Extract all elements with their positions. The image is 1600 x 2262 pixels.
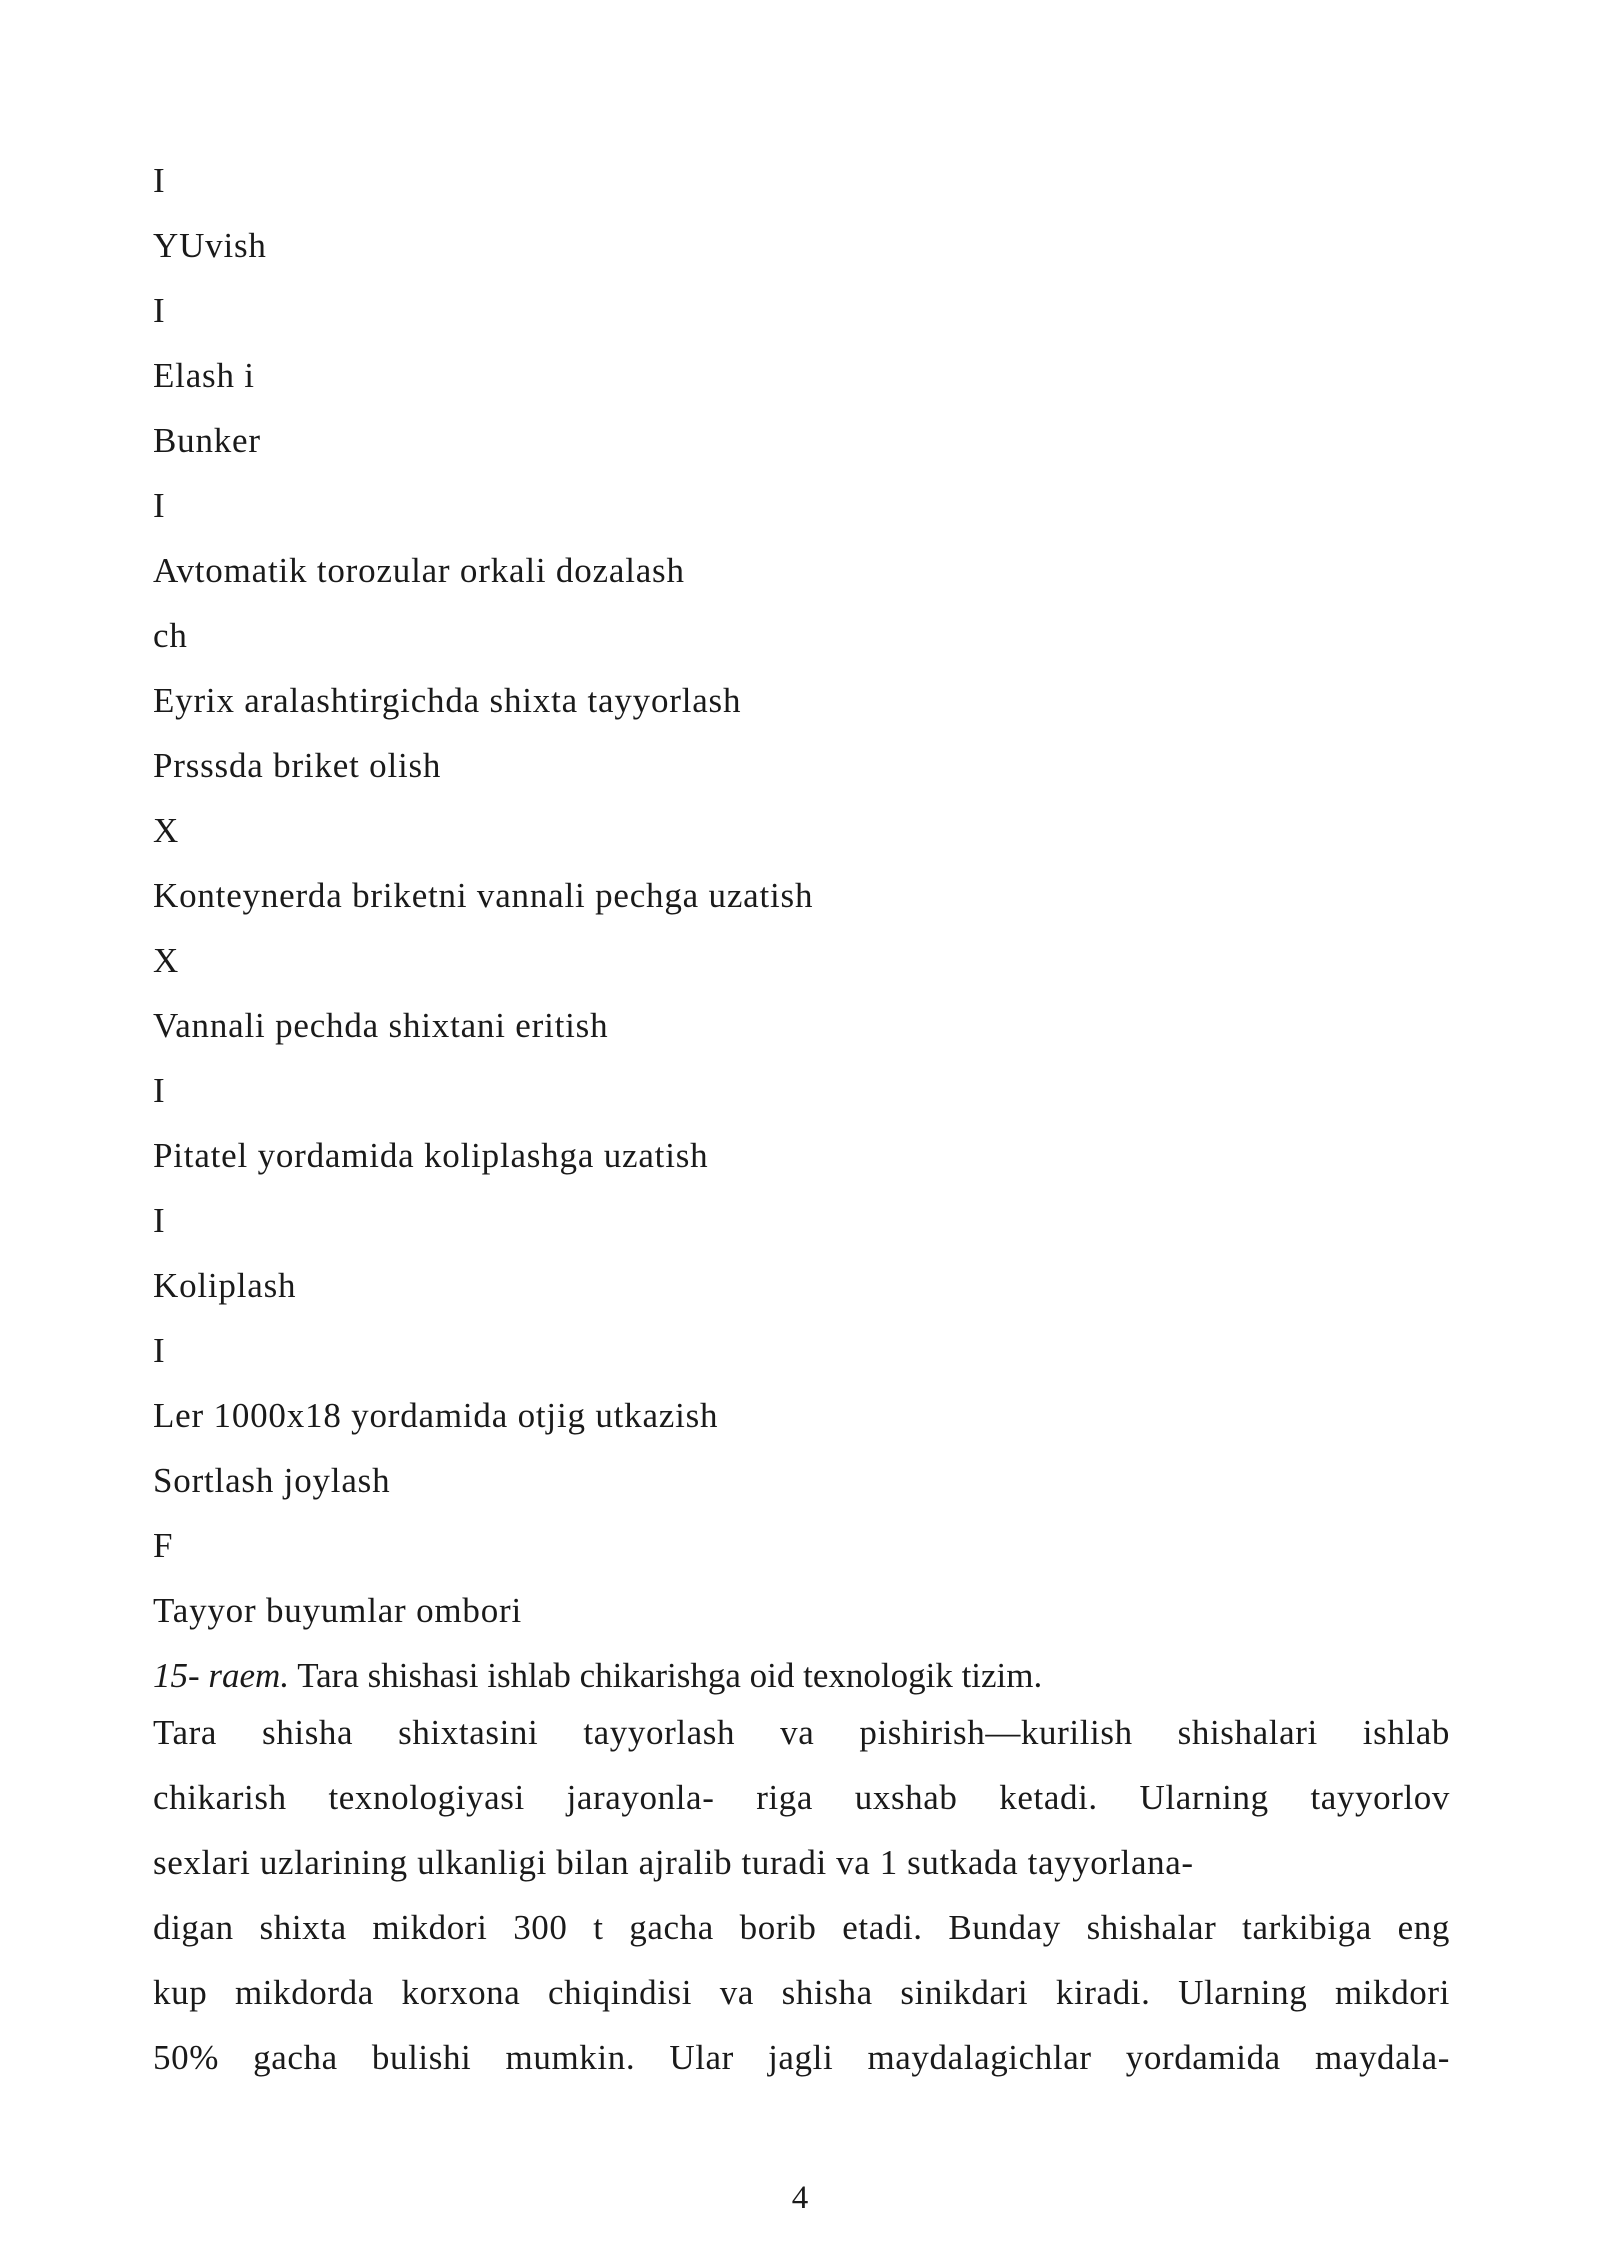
flow-line: Tayyor buyumlar ombori <box>153 1591 522 1630</box>
flow-line: Vannali pechda shixtani eritish <box>153 1006 609 1045</box>
flow-line: I <box>153 291 166 330</box>
figure-label: 15- raem. <box>153 1656 290 1695</box>
process-flow-list <box>153 148 1453 1708</box>
flow-line: YUvish <box>153 226 267 265</box>
figure-caption <box>153 1643 1453 1708</box>
paragraph-line: Tara shisha shixtasini tayyorlash va pishirish—kurilish shishalari ishlab <box>153 1713 1450 1752</box>
flow-line: Koliplash <box>153 1266 297 1305</box>
flow-line: X <box>153 811 180 850</box>
body-paragraph <box>153 1700 1450 2090</box>
flow-line: I <box>153 161 166 200</box>
figure-caption-text: Tara shishasi ishlab chikarishga oid texnologik tizim. <box>289 1656 1043 1695</box>
flow-line: Ler 1000x18 yordamida otjig utkazish <box>153 1396 719 1435</box>
paragraph-line: 50% gacha bulishi mumkin. Ular jagli maydalagichlar yordamida maydala- <box>153 2038 1450 2077</box>
flow-line: F <box>153 1526 174 1565</box>
flow-line: ch <box>153 616 188 655</box>
page-number: 4 <box>791 2180 809 2216</box>
flow-line: I <box>153 1201 166 1240</box>
flow-line: Sortlash joylash <box>153 1461 391 1500</box>
paragraph-line: digan shixta mikdori 300 t gacha borib etadi. Bunday shishalar tarkibiga eng <box>153 1908 1450 1947</box>
flow-line: Avtomatik torozular orkali dozalash <box>153 551 685 590</box>
flow-line: Eyrix aralashtirgichda shixta tayyorlash <box>153 681 742 720</box>
paragraph-line: kup mikdorda korxona chiqindisi va shisha sinikdari kiradi. Ularning mikdori <box>153 1973 1450 2012</box>
flow-line: I <box>153 1071 166 1110</box>
flow-line: Bunker <box>153 421 261 460</box>
flow-line: Konteynerda briketni vannali pechga uzatish <box>153 876 814 915</box>
flow-line: Prsssda briket olish <box>153 746 442 785</box>
paragraph-line: sexlari uzlarining ulkanligi bilan ajralib turadi va 1 sutkada tayyorlana- <box>153 1843 1194 1882</box>
paragraph-line: chikarish texnologiyasi jarayonla- riga uxshab ketadi. Ularning tayyorlov <box>153 1778 1450 1817</box>
flow-line: Pitatel yordamida koliplashga uzatish <box>153 1136 709 1175</box>
flow-line: X <box>153 941 180 980</box>
flow-line: Elash i <box>153 356 255 395</box>
flow-line: I <box>153 1331 166 1370</box>
flow-line: I <box>153 486 166 525</box>
